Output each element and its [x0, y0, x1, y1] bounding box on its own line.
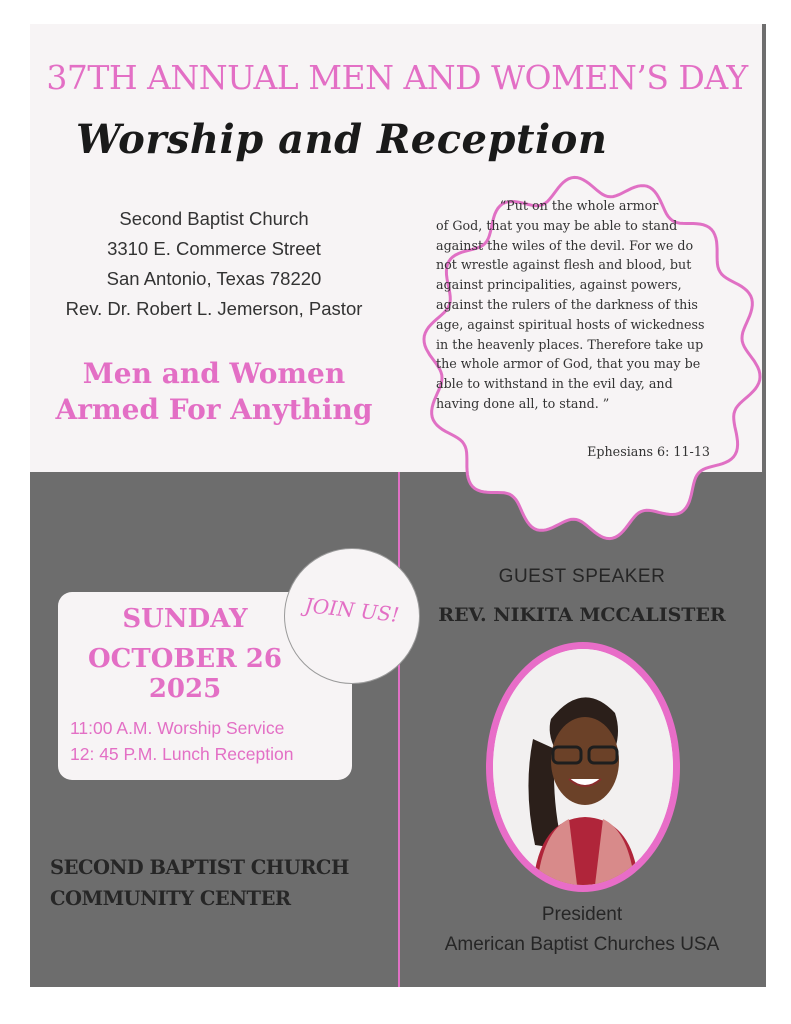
scripture-line: having done all, to stand. ” — [436, 395, 610, 411]
flyer — [30, 24, 766, 987]
theme-line-1: Men and Women — [82, 357, 346, 390]
event-date-line-1: OCTOBER 26 — [88, 644, 282, 674]
church-pastor: Rev. Dr. Robert L. Jemerson, Pastor — [65, 298, 363, 319]
scripture-line: age, against spiritual hosts of wickedness — [436, 316, 705, 332]
scripture-line: in the heavenly places. Therefore take up — [436, 336, 704, 352]
speaker-organization: American Baptist Churches USA — [444, 934, 720, 955]
guest-speaker-name: REV. NIKITA MCCALISTER — [438, 604, 726, 626]
event-day: SUNDAY — [122, 604, 248, 634]
venue-line-1: SECOND BAPTIST CHURCH — [50, 856, 349, 879]
portrait-illustration — [493, 649, 673, 885]
venue-name — [50, 852, 349, 914]
scripture-line: against the rulers of the darkness of this — [436, 296, 698, 312]
lunch-time: 12: 45 P.M. Lunch Reception — [70, 744, 294, 764]
scripture-line: against principalities, against powers, — [436, 277, 682, 293]
theme-line-2: Armed For Anything — [55, 393, 373, 426]
scripture-line: of God, that you may be able to stand — [436, 217, 678, 233]
scripture-line: against the wiles of the devil. For we do — [436, 237, 694, 253]
church-street: 3310 E. Commerce Street — [107, 238, 321, 259]
scripture-citation: Ephesians 6: 11-13 — [587, 444, 710, 459]
join-us-text: JOIN US! — [303, 593, 401, 627]
speaker-role: President — [541, 904, 623, 925]
scripture-line: “Put on the whole armor — [499, 198, 659, 213]
church-city: San Antonio, Texas 78220 — [106, 268, 322, 289]
event-theme — [30, 356, 398, 428]
event-date — [58, 644, 312, 704]
church-address — [30, 204, 398, 324]
event-subhead: Worship and Reception — [76, 116, 608, 163]
church-name: Second Baptist Church — [119, 208, 309, 229]
scripture-quote — [436, 196, 722, 414]
guest-speaker-label: GUEST SPEAKER — [498, 566, 666, 587]
venue-line-2: COMMUNITY CENTER — [50, 887, 291, 910]
scripture-line: able to withstand in the evil day, and — [436, 376, 673, 392]
event-headline: 37TH ANNUAL MEN AND WOMEN’S DAY — [46, 58, 748, 97]
scripture-line: not wrestle against flesh and blood, but — [436, 257, 692, 273]
scripture-line: the whole armor of God, that you may be — [436, 356, 701, 372]
event-date-year: 2025 — [148, 674, 222, 704]
speaker-portrait — [486, 642, 680, 892]
worship-time: 11:00 A.M. Worship Service — [70, 718, 285, 738]
